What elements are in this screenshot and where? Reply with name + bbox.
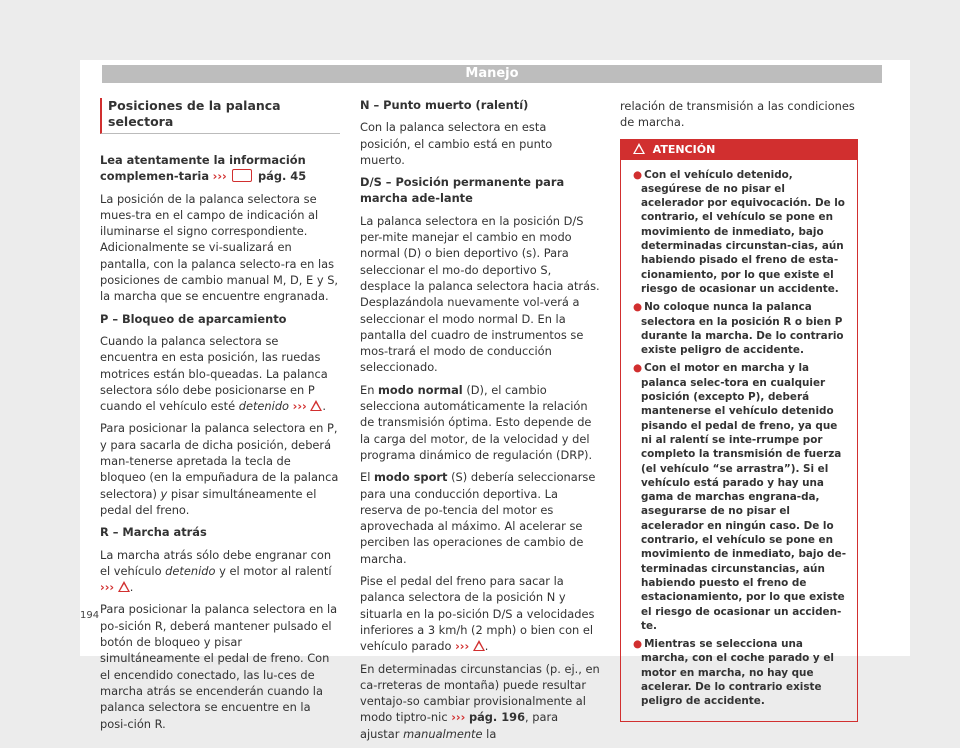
warning-box (620, 139, 858, 722)
warning-icon[interactable] (118, 581, 130, 592)
warning-icon[interactable] (473, 640, 485, 651)
warning-icon[interactable] (310, 400, 322, 411)
subheading-ds: D/S – Posición permanente para marcha ade-lante (360, 175, 565, 206)
warning-icon (633, 143, 645, 154)
arrow-icon: ››› (100, 580, 115, 595)
bullet-icon: ● (633, 168, 643, 181)
paragraph: El modo sport (S) debería seleccionarse para una conducción deportiva. La reserva de po-tencia del motor es aprovechada al máximo. Al acelerar se perciben las operaciones de cambio de marcha. (360, 470, 596, 566)
page-number: 194 (80, 610, 100, 621)
paragraph: La posición de la palanca selectora se mues-tra en el campo de indicación al iluminarse el signo correspondiente. Adicionalmente se vi-sualizará en pantalla, con la palanca selecto-ra en las posiciones de cambio manual M, D, E y S, la marcha que se encuentre engranada. (100, 191, 339, 304)
arrow-icon: ››› (451, 710, 466, 725)
bullet-icon: ● (633, 301, 643, 314)
column-3 (620, 98, 858, 722)
paragraph: La marcha atrás sólo debe engranar con el vehículo detenido y el motor al ralentí ››› . (100, 547, 332, 595)
warning-item: ● Con el motor en marcha y la palanca selec-tora en cualquier posición (excepto P), deberá mantenerse el vehículo detenido pisando el pedal de freno, ya que ni al ralentí se inte-rrumpe por completo la transmisión de fuerza (el vehículo “se arrastra”). Si el vehículo está parado y hay una gama de marchas engrana-da, asegurarse de no pisar el acelerador en ningún caso. De lo contrario, el vehículo se pone en movimiento de inmediato, bajo de-terminadas circunstancias, aún habiendo puesto el freno de estacionamiento, por lo que existe el riesgo de ocasionar un acciden-te. (633, 362, 847, 632)
chapter-header: Manejo (102, 65, 882, 83)
intro-bold-text: Lea atentamente la información complemen-taria (100, 153, 306, 184)
paragraph: relación de transmisión a las condiciones de marcha. (620, 99, 855, 130)
bullet-icon: ● (633, 638, 643, 651)
subheading-n: N – Punto muerto (ralentí) (360, 98, 529, 112)
paragraph: Cuando la palanca selectora se encuentra en esta posición, las ruedas motrices están blo-queadas. La palanca selectora sólo debe posicionarse en P cuando el vehículo esté detenido ››› . (100, 333, 328, 414)
paragraph: En modo normal (D), el cambio selecciona automáticamente la relación de transmisión óptima. Esto depende de la carga del motor, de la velocidad y del programa dinámico de regulación (DRP). (360, 382, 593, 462)
column-2 (360, 97, 600, 748)
column-1 (100, 98, 340, 738)
arrow-icon: ››› (212, 169, 227, 184)
book-icon (232, 169, 252, 182)
arrow-icon: ››› (455, 639, 470, 654)
paragraph: Para posicionar la palanca selectora en P, y para sacarla de dicha posición, deberá man-tenerse apretada la tecla de bloqueo (en la empuñadura de la palanca selectora) y pisar simultáneamente el pedal del freno. (100, 421, 339, 517)
paragraph: La palanca selectora en la posición D/S per-mite manejar el cambio en modo normal (D) o bien deportivo (s). Para seleccionar el mo-do deportivo S, desplace la palanca selectora hacia atrás. Desplazándola nuevamente vol-verá a seleccionar el modo normal D. En la pantalla del cuadro de instrumentos se mos-trará el modo de conducción seleccionado. (360, 213, 600, 375)
paragraph: En determinadas circunstancias (p. ej., en ca-rreteras de montaña) puede resultar ventajo-so cambiar provisionalmente al modo tiptro-nic ››› pág. 196, para ajustar manualmente la (360, 661, 600, 741)
bullet-icon: ● (633, 362, 643, 375)
manual-page (80, 60, 910, 741)
page-reference-link[interactable]: pág. 196 (468, 710, 526, 725)
warning-item: ● Mientras se selecciona una marcha, con el coche parado y el motor en marcha, no hay que acelerar. De lo contrario existe peligro de accidente. (633, 638, 834, 708)
warning-header (621, 140, 857, 160)
subheading-r: R – Marcha atrás (100, 525, 207, 540)
warning-title: ATENCIÓN (652, 142, 716, 156)
intro-note (100, 152, 340, 185)
arrow-icon: ››› (292, 399, 307, 414)
paragraph: Pise el pedal del freno para sacar la palanca selectora de la posición N y situarla en la po-sición D/S a velocidades inferiores a 3 km/h (2 mph) o bien con el vehículo parado ››› . (360, 574, 595, 654)
warning-item: ● Con el vehículo detenido, asegúrese de no pisar el acelerador por equivocación. De lo contrario, el vehículo se pone en movimiento de inmediato, bajo determinadas circunstan-cias, aún habiendo pisado el freno de esta-cionamiento, por lo que existe el riesgo de ocasionar un accidente. (633, 168, 845, 295)
subheading-p: P – Bloqueo de aparcamiento (100, 311, 287, 326)
section-title: Posiciones de la palanca selectora (100, 98, 340, 134)
paragraph: Para posicionar la palanca selectora en la po-sición R, deberá mantener pulsado el botón de bloqueo y pisar simultáneamente el pedal de freno. Con el encendido conectado, las lu-ces de marcha atrás se encenderán cuando la palanca selectora se encuentre en la posi-ción R. (100, 602, 338, 731)
paragraph: Con la palanca selectora en esta posición, el cambio está en punto muerto. (360, 120, 553, 167)
warning-item: ● No coloque nunca la palanca selectora en la posición R o bien P durante la marcha. De lo contrario existe peligro de accidente. (633, 301, 844, 357)
page-reference-link[interactable]: pág. 45 (257, 169, 307, 184)
warning-body (621, 160, 857, 721)
